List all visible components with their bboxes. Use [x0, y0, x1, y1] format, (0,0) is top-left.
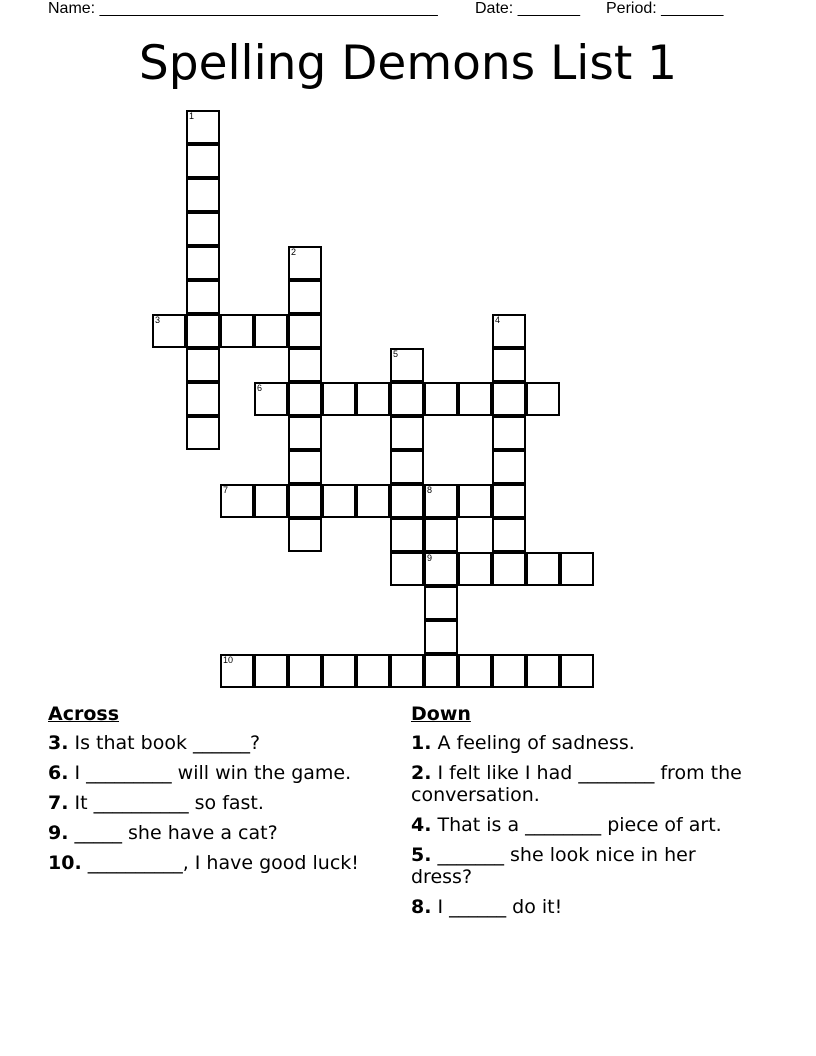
- crossword-cell[interactable]: [458, 654, 492, 688]
- crossword-cell[interactable]: [560, 654, 594, 688]
- clue-number: 4: [495, 315, 501, 325]
- down-clues: [411, 702, 746, 926]
- crossword-cell[interactable]: [220, 484, 254, 518]
- crossword-cell[interactable]: [424, 552, 458, 586]
- clue-number: 5: [393, 349, 399, 359]
- crossword-cell[interactable]: [526, 382, 560, 416]
- crossword-cell[interactable]: [424, 620, 458, 654]
- crossword-cell[interactable]: [254, 382, 288, 416]
- down-clue: [411, 896, 746, 918]
- clue-number-label: 9.: [48, 822, 69, 844]
- crossword-cell[interactable]: [492, 654, 526, 688]
- crossword-cell[interactable]: [492, 450, 526, 484]
- across-clue: [48, 762, 383, 784]
- crossword-cell[interactable]: [492, 552, 526, 586]
- crossword-cell[interactable]: [288, 518, 322, 552]
- crossword-cell[interactable]: [322, 484, 356, 518]
- crossword-cell[interactable]: [424, 518, 458, 552]
- crossword-cell[interactable]: [186, 280, 220, 314]
- clue-number-label: 7.: [48, 792, 69, 814]
- crossword-cell[interactable]: [288, 382, 322, 416]
- clue-number: 8: [427, 485, 433, 495]
- crossword-cell[interactable]: [390, 416, 424, 450]
- crossword-cell[interactable]: [390, 382, 424, 416]
- crossword-cell[interactable]: [186, 382, 220, 416]
- clue-number: 6: [257, 383, 263, 393]
- period-field-label[interactable]: Period: _______: [606, 0, 724, 17]
- crossword-cell[interactable]: [288, 280, 322, 314]
- clue-text: It __________ so fast.: [68, 792, 264, 814]
- clue-text: Is that book ______?: [68, 732, 261, 754]
- worksheet-header: [48, 0, 748, 20]
- clue-text: That is a ________ piece of art.: [431, 814, 722, 836]
- across-clues: [48, 702, 383, 882]
- crossword-cell[interactable]: [390, 654, 424, 688]
- clue-text: _______ she look nice in her dress?: [411, 844, 696, 888]
- crossword-cell[interactable]: [492, 314, 526, 348]
- crossword-cell[interactable]: [390, 484, 424, 518]
- crossword-cell[interactable]: [288, 416, 322, 450]
- crossword-cell[interactable]: [390, 348, 424, 382]
- crossword-cell[interactable]: [220, 654, 254, 688]
- crossword-cell[interactable]: [186, 246, 220, 280]
- crossword-cell[interactable]: [288, 450, 322, 484]
- page-title: Spelling Demons List 1: [138, 36, 678, 91]
- crossword-cell[interactable]: [458, 552, 492, 586]
- clue-number: 2: [291, 247, 297, 257]
- crossword-cell[interactable]: [186, 348, 220, 382]
- crossword-cell[interactable]: [560, 552, 594, 586]
- clue-number-label: 8.: [411, 896, 432, 918]
- down-heading: Down: [411, 703, 471, 725]
- down-clue: [411, 814, 746, 836]
- crossword-cell[interactable]: [288, 314, 322, 348]
- clue-number-label: 3.: [48, 732, 69, 754]
- across-clue: [48, 852, 383, 874]
- crossword-cell[interactable]: [322, 382, 356, 416]
- crossword-cell[interactable]: [186, 110, 220, 144]
- crossword-cell[interactable]: [492, 484, 526, 518]
- clue-number: 3: [155, 315, 161, 325]
- crossword-cell[interactable]: [390, 450, 424, 484]
- across-clue-list: [48, 732, 383, 874]
- clue-number: 10: [223, 655, 234, 665]
- crossword-cell[interactable]: [526, 552, 560, 586]
- across-heading: Across: [48, 703, 120, 725]
- crossword-cell[interactable]: [186, 314, 220, 348]
- crossword-cell[interactable]: [492, 348, 526, 382]
- crossword-cell[interactable]: [288, 484, 322, 518]
- crossword-cell[interactable]: [424, 484, 458, 518]
- clue-text: I felt like I had ________ from the conversation.: [411, 762, 742, 806]
- clue-text: __________, I have good luck!: [81, 852, 359, 874]
- crossword-cell[interactable]: [492, 416, 526, 450]
- clue-number-label: 4.: [411, 814, 432, 836]
- clue-number-label: 10.: [48, 852, 82, 874]
- crossword-cell[interactable]: [288, 246, 322, 280]
- crossword-cell[interactable]: [356, 484, 390, 518]
- clue-number-label: 2.: [411, 762, 432, 784]
- crossword-cell[interactable]: [424, 654, 458, 688]
- crossword-cell[interactable]: [356, 382, 390, 416]
- date-field-label[interactable]: Date: _______: [475, 0, 580, 17]
- clue-number: 1: [189, 111, 195, 121]
- crossword-cell[interactable]: [254, 654, 288, 688]
- crossword-cell[interactable]: [492, 382, 526, 416]
- crossword-cell[interactable]: [390, 552, 424, 586]
- crossword-cell[interactable]: [458, 484, 492, 518]
- crossword-cell[interactable]: [288, 348, 322, 382]
- crossword-cell[interactable]: [254, 484, 288, 518]
- down-clue: [411, 762, 746, 806]
- clue-number-label: 6.: [48, 762, 69, 784]
- down-clue: [411, 732, 746, 754]
- down-clue: [411, 844, 746, 888]
- crossword-cell[interactable]: [220, 314, 254, 348]
- down-clue-list: [411, 732, 746, 918]
- across-clue: [48, 732, 383, 754]
- crossword-cell[interactable]: [186, 416, 220, 450]
- clue-number-label: 1.: [411, 732, 432, 754]
- crossword-cell[interactable]: [390, 518, 424, 552]
- crossword-cell[interactable]: [424, 382, 458, 416]
- clue-number: 7: [223, 485, 229, 495]
- crossword-cell[interactable]: [492, 518, 526, 552]
- clue-text: A feeling of sadness.: [431, 732, 635, 754]
- clue-number: 9: [427, 553, 433, 563]
- crossword-cell[interactable]: [186, 178, 220, 212]
- crossword-cell[interactable]: [356, 654, 390, 688]
- across-clue: [48, 822, 383, 844]
- clue-text: I _________ will win the game.: [68, 762, 352, 784]
- crossword-cell[interactable]: [458, 382, 492, 416]
- crossword-cell[interactable]: [186, 144, 220, 178]
- crossword-cell[interactable]: [424, 586, 458, 620]
- crossword-cell[interactable]: [288, 654, 322, 688]
- clue-text: _____ she have a cat?: [68, 822, 278, 844]
- crossword-cell[interactable]: [254, 314, 288, 348]
- crossword-cell[interactable]: [152, 314, 186, 348]
- crossword-cell[interactable]: [526, 654, 560, 688]
- clue-number-label: 5.: [411, 844, 432, 866]
- across-clue: [48, 792, 383, 814]
- crossword-cell[interactable]: [186, 212, 220, 246]
- name-field-label[interactable]: Name: ______________________________________: [48, 0, 438, 17]
- crossword-cell[interactable]: [322, 654, 356, 688]
- clue-text: I ______ do it!: [431, 896, 563, 918]
